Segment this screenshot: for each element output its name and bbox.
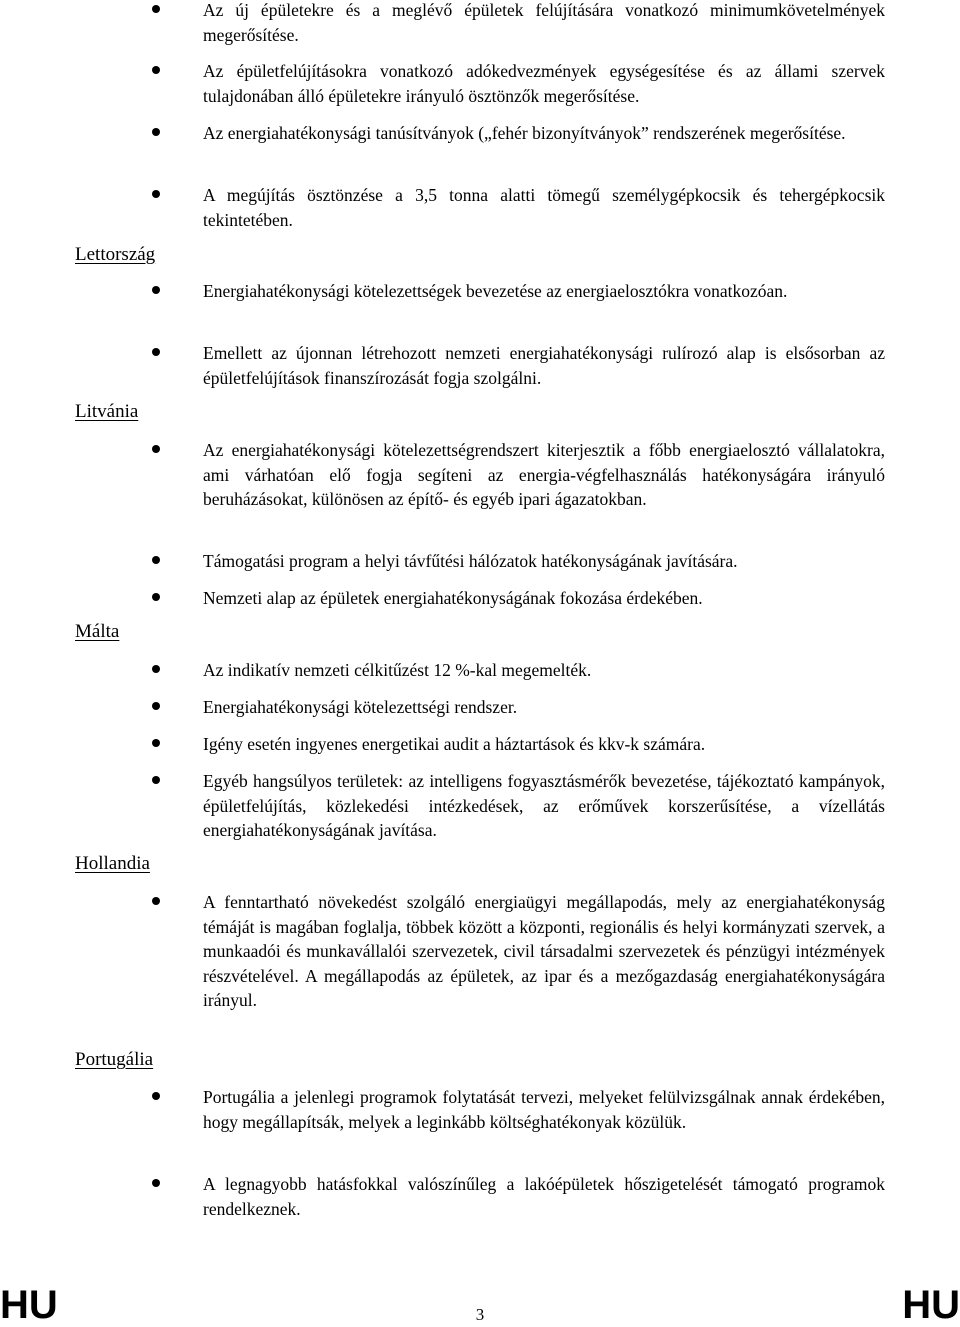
bullet-item: Az indikatív nemzeti célkitűzést 12 %-kal megemelték. — [203, 658, 885, 683]
bullet-item: Az épületfelújításokra vonatkozó adókedvezmények egységesítése és az állami szervek tulajdonában álló épületekre irányuló ösztönzők megerősítése. — [203, 59, 885, 108]
bullet-item: Támogatási program a helyi távfűtési hálózatok hatékonyságának javítására. — [203, 549, 885, 574]
bullet-item: Az új épületekre és a meglévő épületek felújítására vonatkozó minimumkövetelmények megerősítése. — [203, 0, 885, 47]
bullet-item: Igény esetén ingyenes energetikai audit a háztartások és kkv-k számára. — [203, 732, 885, 757]
bullet-item: A legnagyobb hatásfokkal valószínűleg a lakóépületek hőszigetelését támogató programok rendelkeznek. — [203, 1172, 885, 1221]
page-number: 3 — [475, 1305, 485, 1324]
country-label-portugal: Portugália — [75, 1049, 154, 1070]
footer-language-code-right: HU — [902, 1283, 960, 1327]
bullet-item: Nemzeti alap az épületek energiahatékonyságának fokozása érdekében. — [203, 586, 885, 611]
bullet-item: Energiahatékonysági kötelezettségek bevezetése az energiaelosztókra vonatkozóan. — [203, 279, 885, 304]
bullet-item: Az energiahatékonysági kötelezettségrendszert kiterjesztik a főbb energiaelosztó vállalatokra, ami várhatóan elő fogja segíteni az energia-végfelhasználás hatékonyságára irányuló beruházásokat, különösen az építő- és egyéb ipari ágazatokban. — [203, 438, 885, 512]
bullet-item: Az energiahatékonysági tanúsítványok („fehér bizonyítványok” rendszerének megerősítése. — [203, 121, 885, 146]
bullet-item: Emellett az újonnan létrehozott nemzeti energiahatékonysági rulírozó alap is elsősorban az épületfelújítások finanszírozását fogja szolgálni. — [203, 341, 885, 390]
footer-language-code-left: HU — [0, 1283, 58, 1327]
country-label-latvia: Lettország — [75, 244, 156, 265]
country-label-lithuania: Litvánia — [75, 401, 139, 422]
bullet-item: Portugália a jelenlegi programok folytatását tervezi, melyeket felülvizsgálnak annak érdekében, hogy megállapítsák, melyek a leginkább költséghatékonyak közülük. — [203, 1085, 885, 1134]
bullet-item: A fenntartható növekedést szolgáló energiaügyi megállapodás, mely az energiahatékonyság témáját is magában foglalja, többek között a központi, regionális és helyi kormányzati szervek, a munkaadói és munkavállalói szervezetek, civil társadalmi szervezetek és pénzügyi intézmények részvételével. A megállapodás az épületek, az ipar és a mezőgazdaság energiahatékonyságára irányul. — [203, 890, 885, 1013]
country-label-netherlands: Hollandia — [75, 853, 150, 874]
bullet-item: Energiahatékonysági kötelezettségi rendszer. — [203, 695, 885, 720]
bullet-item: Egyéb hangsúlyos területek: az intelligens fogyasztásmérők bevezetése, tájékoztató kampányok, épületfelújítás, közlekedési intézkedések, az erőművek korszerűsítése, a vízellátás energiahatékonyságának javítása. — [203, 769, 885, 843]
country-label-malta: Málta — [75, 621, 120, 642]
bullet-item: A megújítás ösztönzése a 3,5 tonna alatti tömegű személygépkocsik és tehergépkocsik tekintetében. — [203, 183, 885, 232]
